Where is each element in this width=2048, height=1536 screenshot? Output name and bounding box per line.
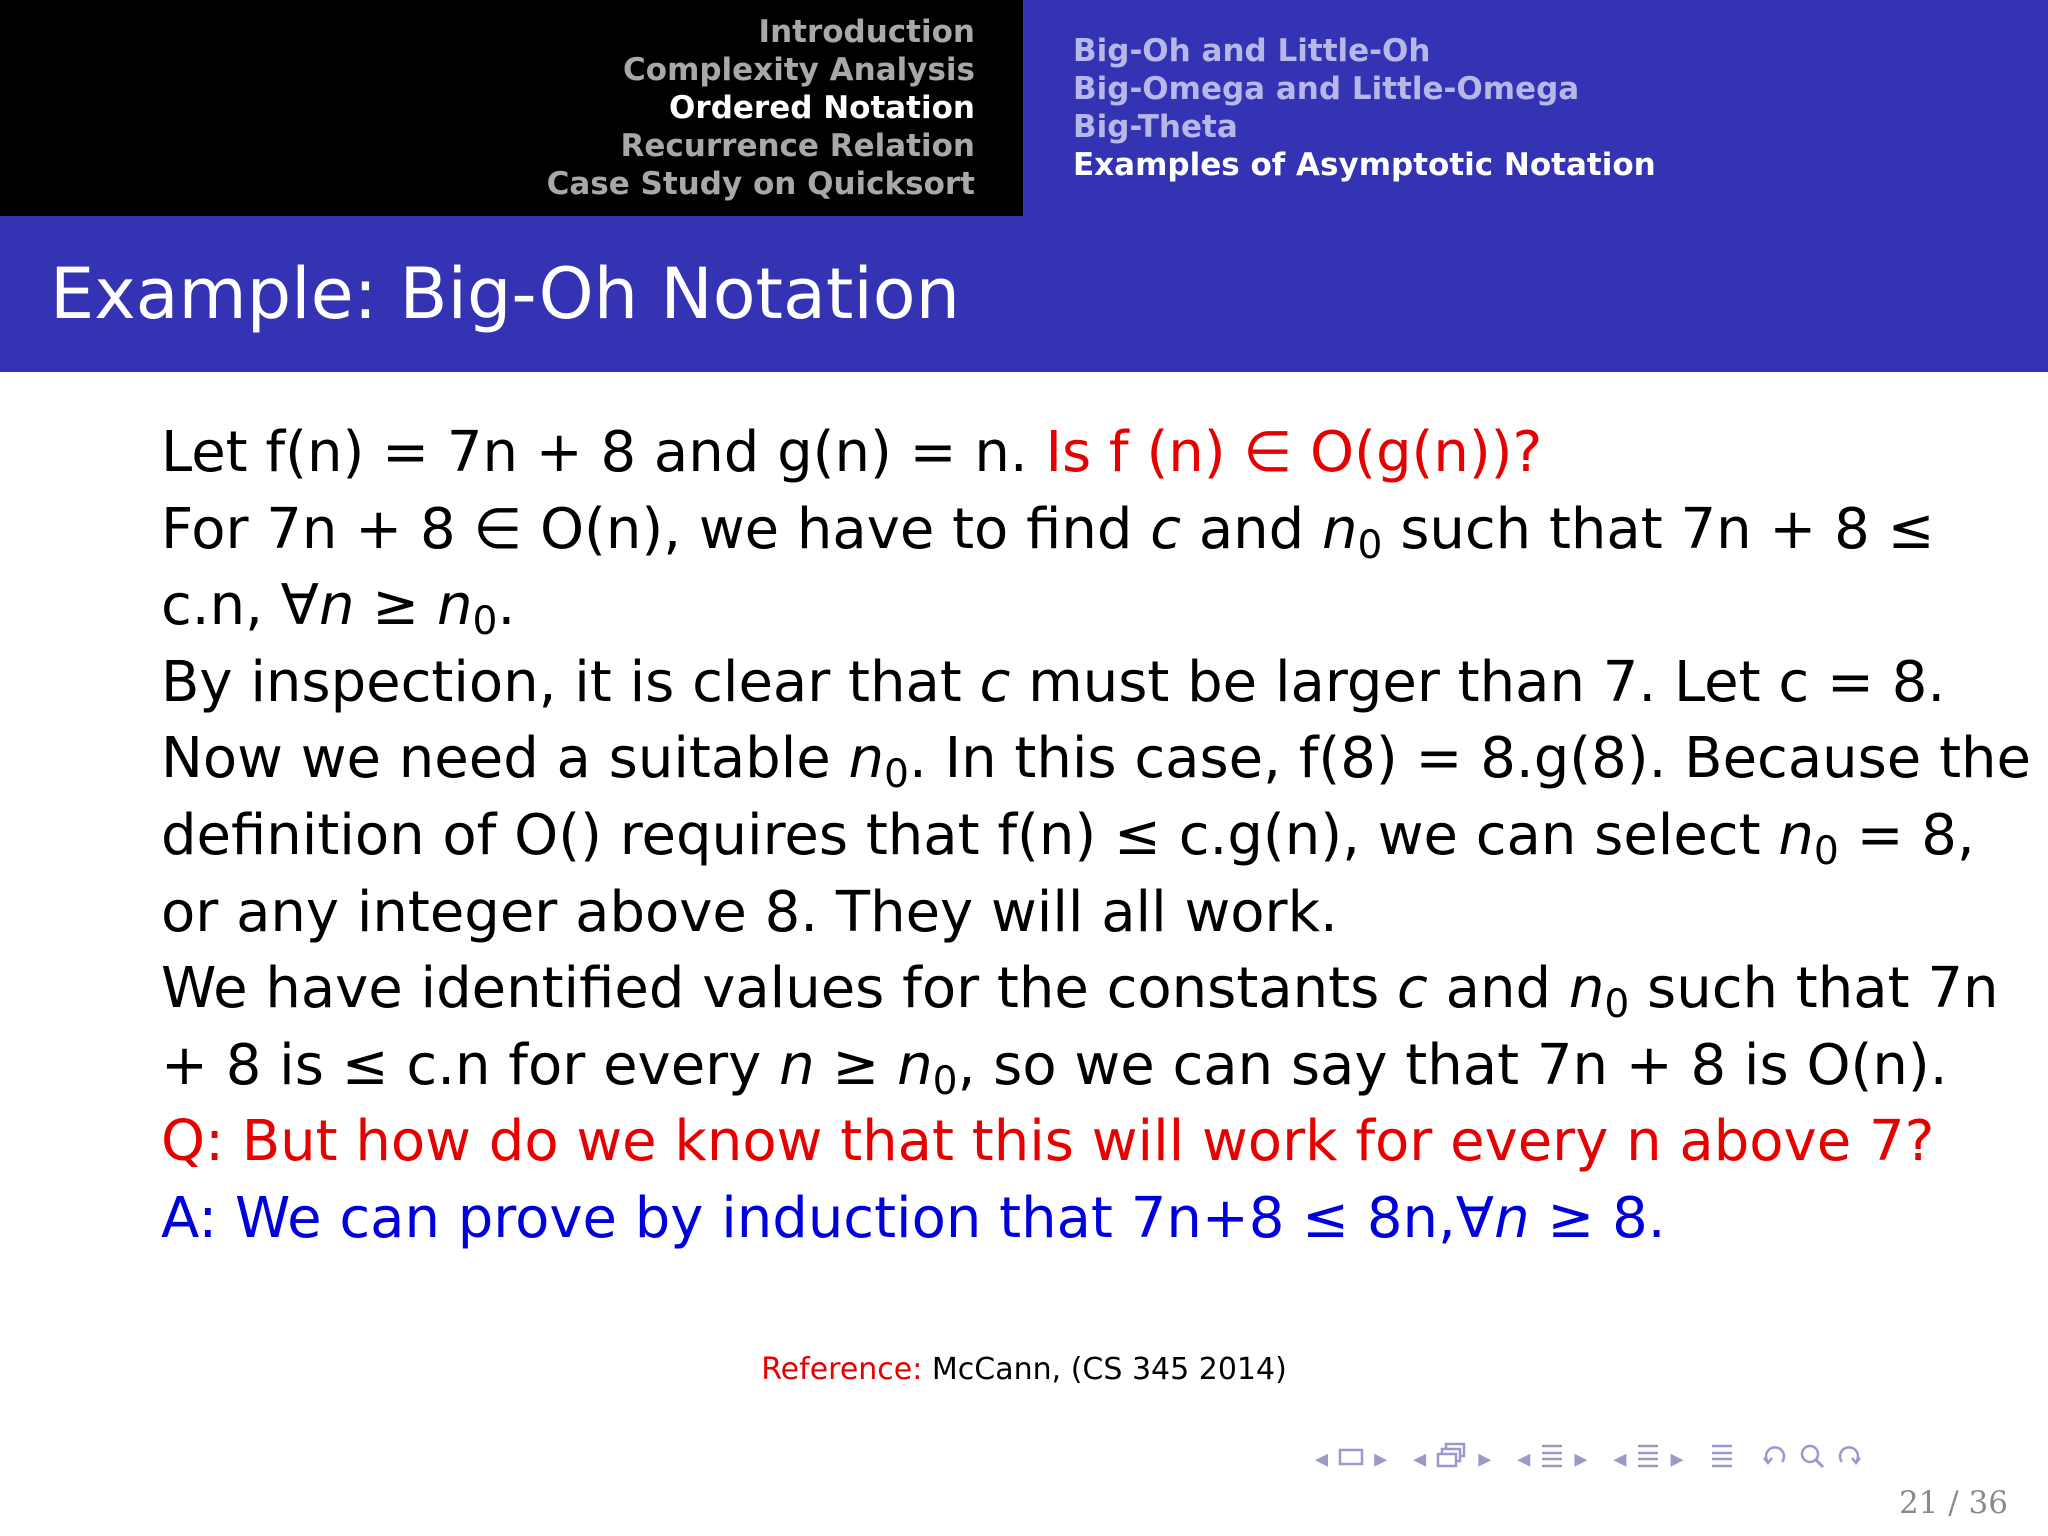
line-text: must be larger than 7. Let c = 8. [1010,649,1946,715]
math-var: n [1778,802,1814,868]
math-subscript: 0 [932,1058,958,1104]
math-var: n [848,726,885,792]
line-text: For 7n + 8 ∈ O(n), we have to find [161,496,1151,562]
math-var: n [1494,1185,1530,1251]
body-line-4 [161,645,1946,722]
section-ordered-notation[interactable]: Ordered Notation [669,90,975,126]
back-icon[interactable] [1760,1442,1788,1477]
line-text: ≥ 8. [1529,1185,1666,1251]
math-subscript: 0 [884,752,909,798]
toc-icon[interactable] [1710,1443,1734,1476]
subsection-big-omega-little-omega[interactable]: Big-Omega and Little-Omega [1073,71,1580,107]
body-line-3 [161,568,1891,645]
math-subscript: 0 [1813,828,1839,874]
line-text: ≥ [354,573,438,639]
math-var: n [1321,496,1358,562]
frame-icon[interactable] [1338,1444,1364,1474]
subsection-list [1023,0,2048,216]
line-text: . [497,573,516,639]
line-text: By inspection, it is clear that [161,649,980,715]
line-text: Now we need a suitable [161,726,849,792]
math-var: n [319,573,355,639]
slide-body [161,415,2031,1258]
line-text: such that 7n + 8 ≤ [1382,496,1935,562]
line-text: c.n, ∀ [161,573,319,639]
math-var: c [979,649,1011,715]
line-text: ≥ [814,1032,898,1098]
section-next-icon[interactable]: ▸ [1574,1444,1588,1474]
subsection-prev-icon[interactable]: ◂ [1413,1444,1427,1474]
line-text: = 8, [1838,802,1975,868]
body-line-2 [161,492,1935,569]
section-icon[interactable] [1540,1443,1564,1476]
forward-icon[interactable] [1836,1442,1864,1477]
outline-icon[interactable] [1636,1443,1660,1476]
line-text: Let f(n) = 7n + 8 and g(n) = n. [161,420,1046,485]
page-number: 21 / 36 [1898,1485,2008,1521]
frame-title-bar [0,216,2048,372]
outline-next-icon[interactable]: ▸ [1670,1444,1684,1474]
math-var: n [437,573,473,639]
outline-prev-icon[interactable]: ◂ [1613,1444,1627,1474]
section-case-study-quicksort[interactable]: Case Study on Quicksort [546,166,975,202]
subsection-examples-asymptotic[interactable]: Examples of Asymptotic Notation [1073,147,1656,183]
reference-label: Reference: [761,1352,923,1387]
math-subscript: 0 [1357,522,1383,568]
question-line: Q: But how do we know that this will work for every n above 7? [161,1109,1935,1175]
section-complexity-analysis[interactable]: Complexity Analysis [623,52,975,88]
body-line-5 [161,721,2031,798]
body-line-6 [161,798,1975,875]
math-var: c [1397,956,1428,1022]
frame-title: Example: Big-Oh Notation [50,253,960,335]
section-prev-icon[interactable]: ◂ [1517,1444,1531,1474]
reference-footnote [0,1352,2048,1387]
reference-text: McCann, (CS 345 2014) [931,1352,1287,1387]
section-recurrence-relation[interactable]: Recurrence Relation [620,128,975,164]
line-text: , so we can say that 7n + 8 is O(n). [957,1032,1948,1098]
frame-next-icon[interactable]: ▸ [1374,1444,1388,1474]
line-text: definition of O() requires that f(n) ≤ c.g(n), we can select [161,802,1779,868]
subsection-icon[interactable] [1436,1442,1468,1477]
math-var: c [1150,496,1182,562]
body-line-9 [161,1028,1948,1105]
line-text: . In this case, f(8) = 8.g(8). Because the [908,726,2031,792]
search-icon[interactable] [1798,1442,1826,1477]
line-text: and [1427,956,1569,1022]
section-introduction[interactable]: Introduction [758,14,975,50]
line-text: A: We can prove by induction that 7n+8 ≤ 8n,∀ [161,1185,1495,1251]
subsection-big-theta[interactable]: Big-Theta [1073,109,1238,145]
math-var: n [1568,956,1605,1022]
body-line-7: or any integer above 8. They will all work. [161,879,1338,945]
math-var: n [779,1032,815,1098]
frame-prev-icon[interactable]: ◂ [1315,1444,1329,1474]
body-line-1 [161,415,1891,492]
question-highlight: Is f (n) ∈ O(g(n))? [1045,420,1543,485]
line-text: We have identified values for the constants [161,956,1398,1022]
line-text: such that 7n [1629,956,1999,1022]
math-var: n [897,1032,933,1098]
math-subscript: 0 [472,598,498,644]
header-navigation [0,0,2048,216]
answer-line [161,1181,1891,1258]
math-subscript: 0 [1604,981,1630,1027]
line-text: + 8 is ≤ c.n for every [161,1032,780,1098]
subsection-next-icon[interactable]: ▸ [1478,1444,1492,1474]
body-line-8 [161,951,1999,1028]
section-list [0,0,1023,216]
navigation-symbols [1315,1441,1874,1477]
subsection-big-oh-little-oh[interactable]: Big-Oh and Little-Oh [1073,33,1431,69]
line-text: and [1181,496,1322,562]
